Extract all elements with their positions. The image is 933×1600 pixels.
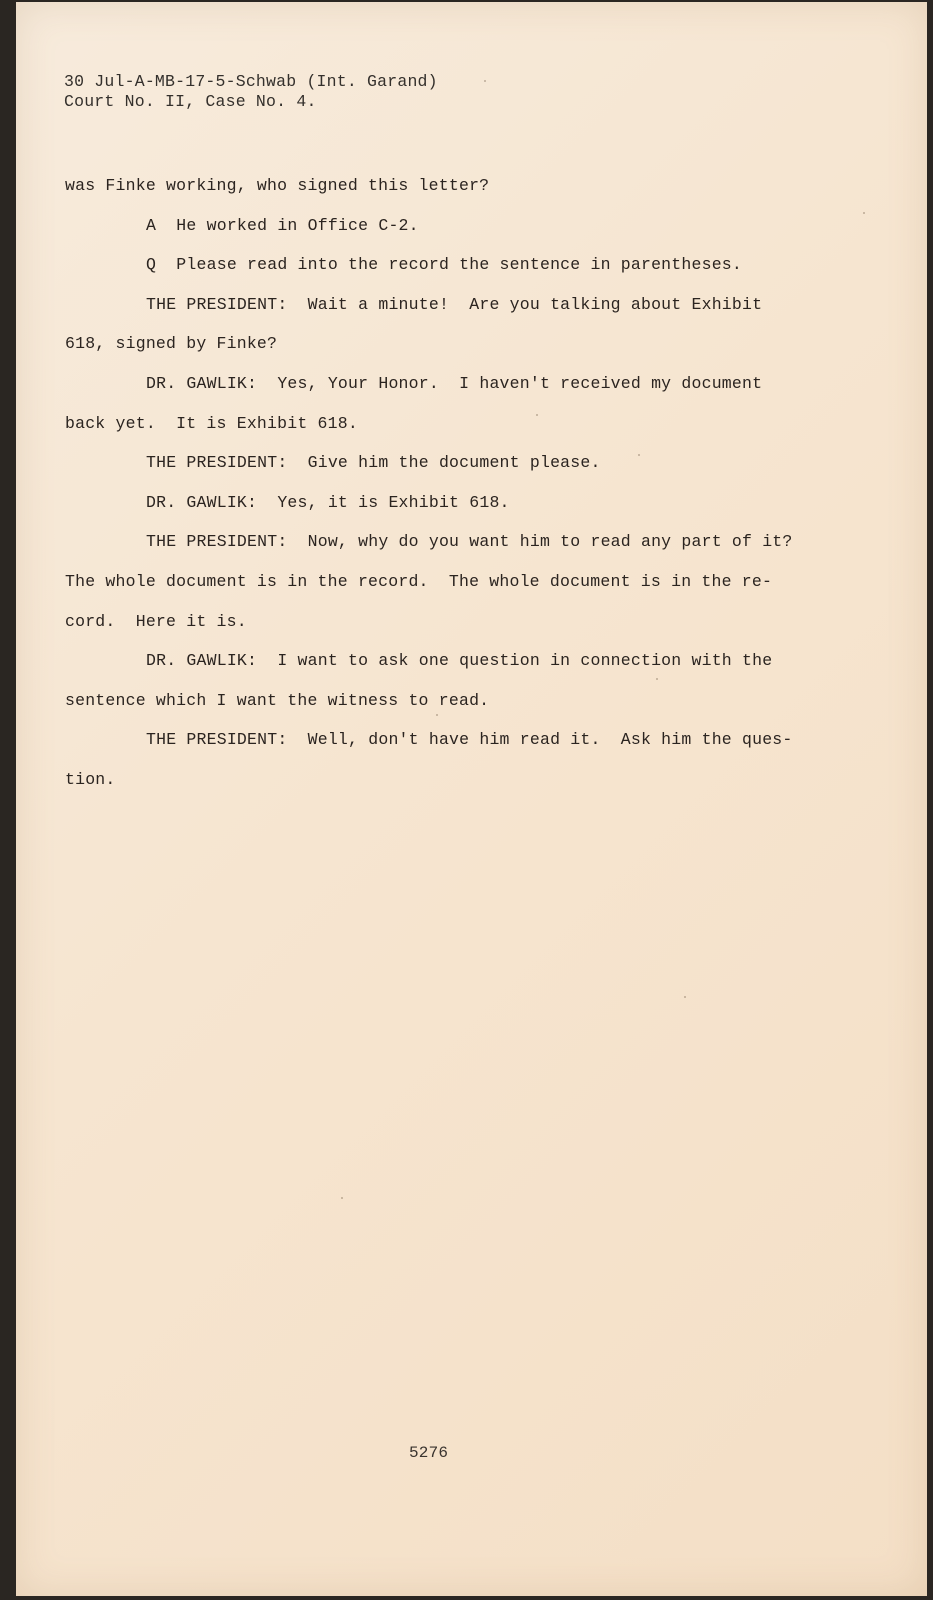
transcript-line: was Finke working, who signed this letter? <box>65 176 490 195</box>
paper-speck <box>863 212 865 214</box>
paper-speck <box>484 80 486 82</box>
transcript-line: cord. Here it is. <box>65 612 247 631</box>
transcript-line: back yet. It is Exhibit 618. <box>65 414 358 433</box>
page-number: 5276 <box>409 1444 449 1462</box>
transcript-line: Q Please read into the record the sentence in parentheses. <box>146 255 742 274</box>
transcript-line: DR. GAWLIK: Yes, Your Honor. I haven't received my document <box>146 374 763 393</box>
transcript-line: 618, signed by Finke? <box>65 334 278 353</box>
transcript-line: THE PRESIDENT: Well, don't have him read it. Ask him the ques- <box>146 730 793 749</box>
transcript-line: THE PRESIDENT: Wait a minute! Are you talking about Exhibit <box>146 295 763 314</box>
paper-speck <box>436 714 438 716</box>
transcript-line: THE PRESIDENT: Now, why do you want him to read any part of it? <box>146 532 793 551</box>
transcript-line: DR. GAWLIK: I want to ask one question in connection with the <box>146 651 773 670</box>
document-page <box>16 2 927 1596</box>
transcript-line: sentence which I want the witness to read. <box>65 691 490 710</box>
paper-speck <box>656 678 658 680</box>
paper-speck <box>638 454 640 456</box>
transcript-line: THE PRESIDENT: Give him the document please. <box>146 453 601 472</box>
transcript-line: DR. GAWLIK: Yes, it is Exhibit 618. <box>146 493 510 512</box>
court-case-line: Court No. II, Case No. 4. <box>64 92 317 111</box>
transcript-line: A He worked in Office C-2. <box>146 216 419 235</box>
transcript-line: tion. <box>65 770 116 789</box>
paper-speck <box>341 1197 343 1199</box>
document-reference: 30 Jul-A-MB-17-5-Schwab (Int. Garand) <box>64 72 438 91</box>
transcript-line: The whole document is in the record. The whole document is in the re- <box>65 572 773 591</box>
paper-speck <box>536 414 538 416</box>
paper-speck <box>684 996 686 998</box>
